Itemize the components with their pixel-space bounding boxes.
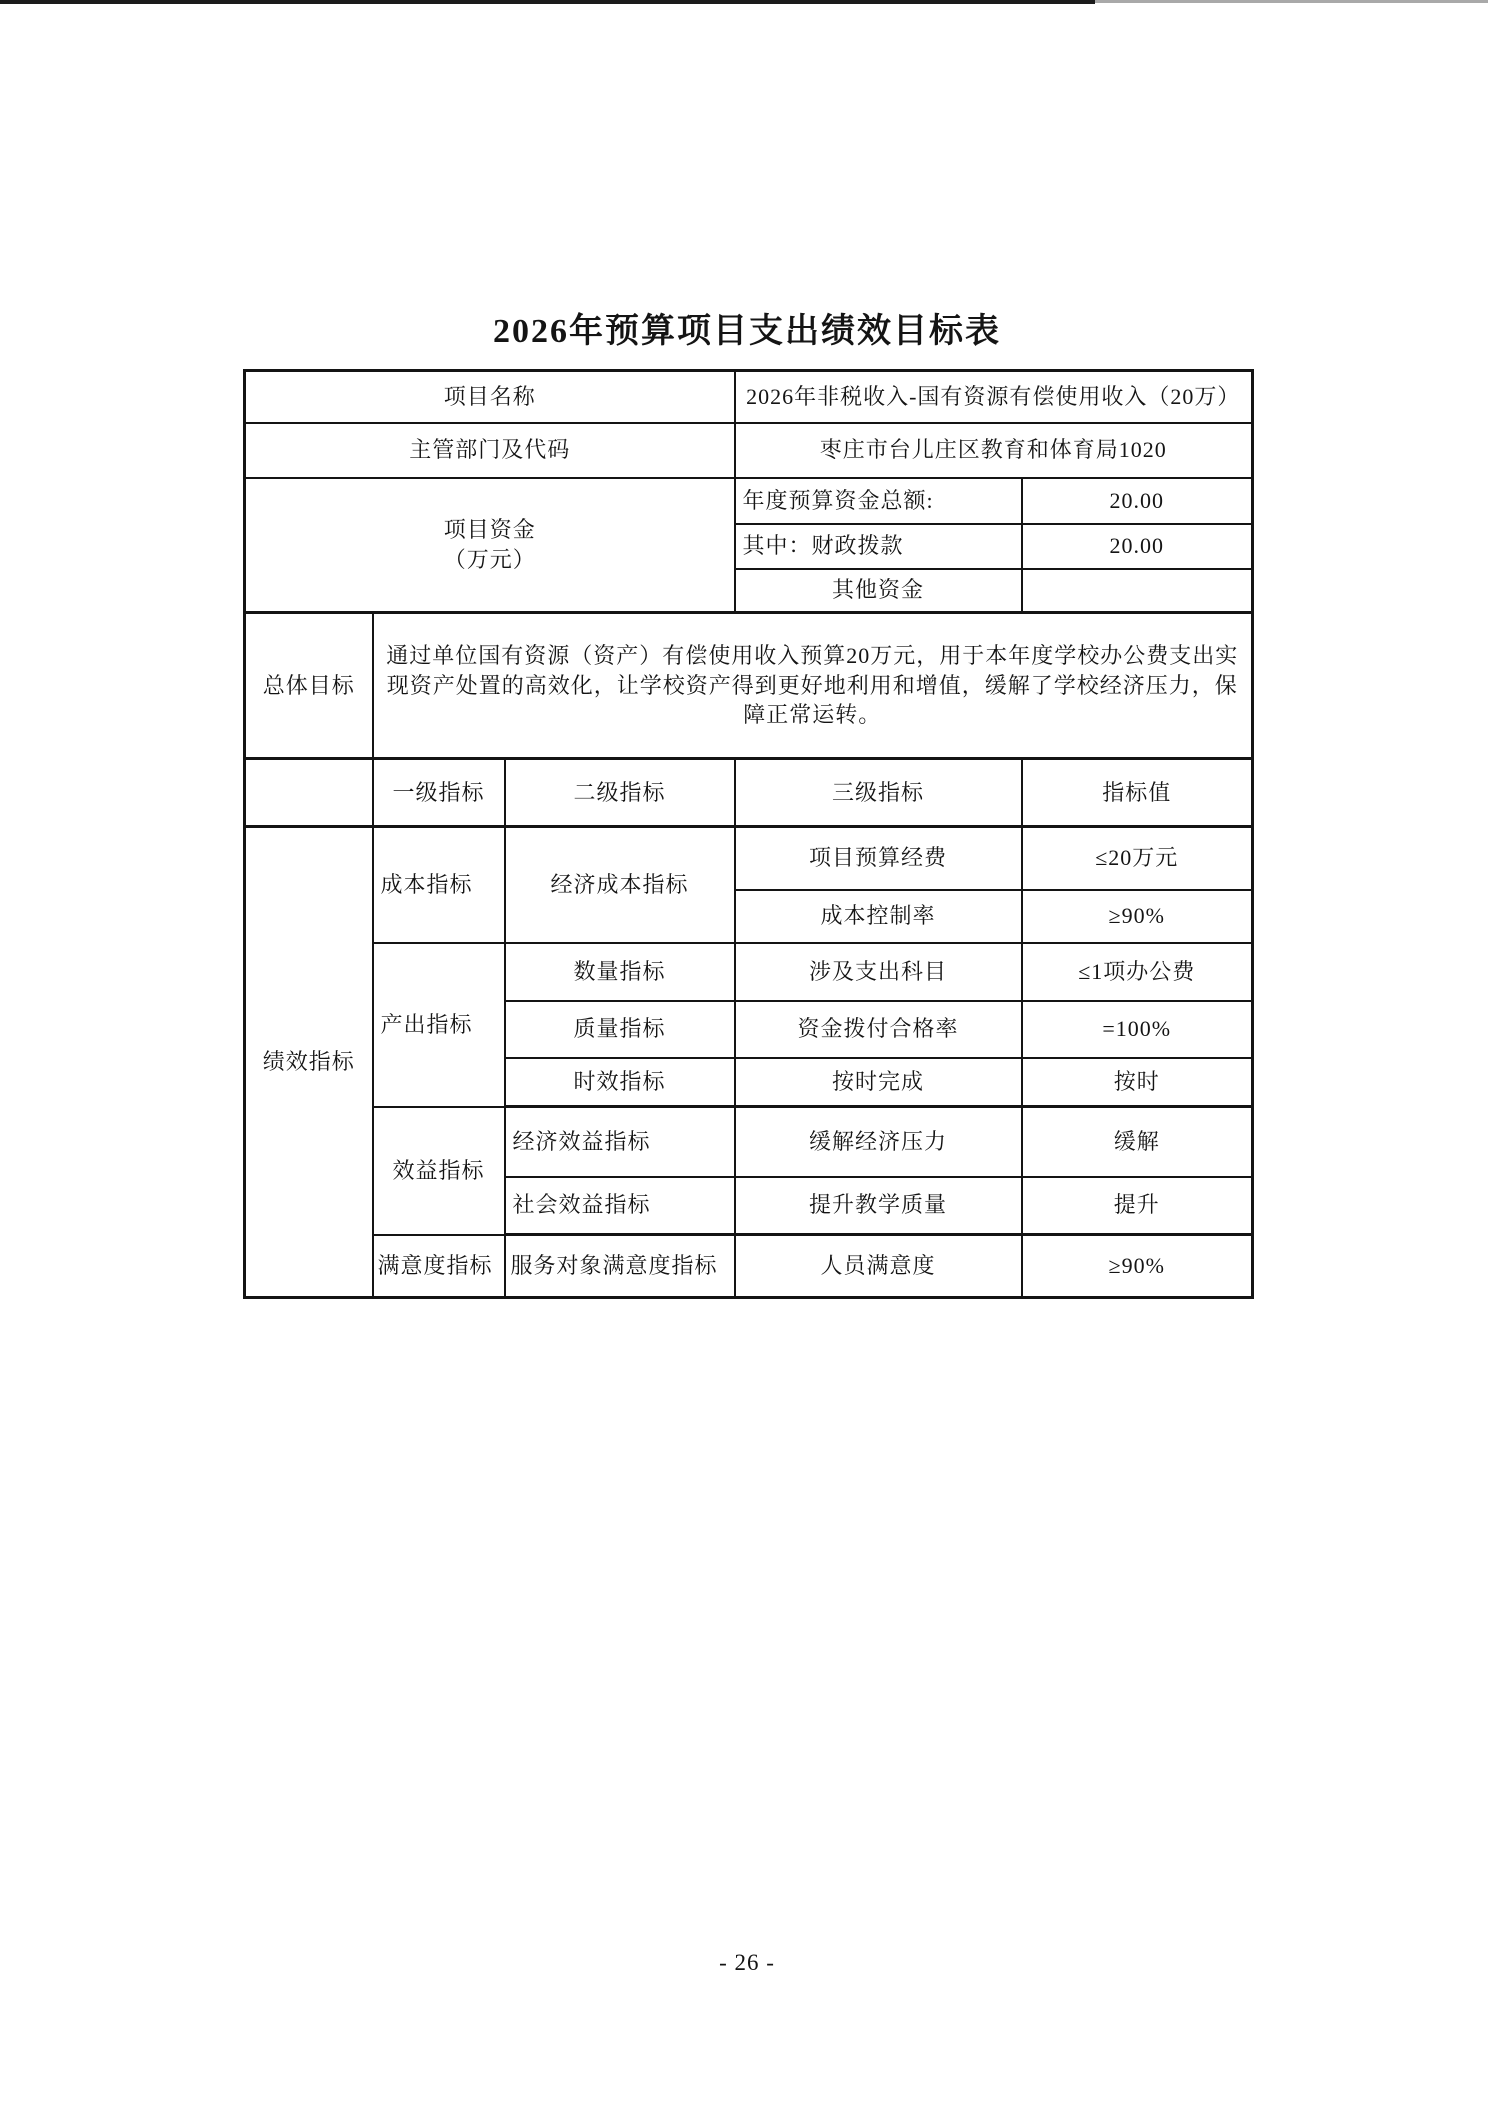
indicator-row-econ-benefit (245, 1107, 1253, 1177)
overall-goal-row (245, 613, 1253, 759)
funding-total-row (245, 478, 1253, 524)
indicator-value-cell: ≥90% (1022, 890, 1253, 943)
level3-cell: 涉及支出科目 (735, 943, 1022, 1001)
funding-label-line2: （万元） (443, 546, 536, 572)
page-title: 2026年预算项目支出绩效目标表 (493, 313, 1001, 350)
indicator-header-corner-cell (245, 759, 373, 827)
level3-cell: 成本控制率 (735, 890, 1022, 943)
indicator-header-level3-cell: 三级指标 (735, 759, 1022, 827)
level3-cell: 项目预算经费 (735, 827, 1022, 890)
funding-other-label-cell: 其他资金 (735, 569, 1022, 613)
funding-total-label-cell: 年度预算资金总额: (735, 478, 1022, 524)
scan-artifact-bar-light (1095, 0, 1488, 3)
indicator-header-level2-cell: 二级指标 (505, 759, 735, 827)
level3-cell: 缓解经济压力 (735, 1107, 1022, 1177)
performance-target-table (243, 369, 1254, 1299)
funding-fiscal-value-cell: 20.00 (1022, 524, 1253, 569)
project-name-row (245, 371, 1253, 423)
level1-benefit-cell: 效益指标 (373, 1107, 505, 1235)
indicator-row-quantity (245, 943, 1253, 1001)
department-label-cell: 主管部门及代码 (245, 423, 735, 478)
overall-goal-text-cell: 通过单位国有资源（资产）有偿使用收入预算20万元，用于本年度学校办公费支出实现资产处置的高效化，让学校资产得到更好地利用和增值，缓解了学校经济压力，保障正常运转。 (373, 613, 1253, 759)
level2-quality-cell: 质量指标 (505, 1001, 735, 1058)
level3-cell: 按时完成 (735, 1058, 1022, 1107)
level3-cell: 资金拨付合格率 (735, 1001, 1022, 1058)
level2-econ-cost-cell: 经济成本指标 (505, 827, 735, 943)
indicator-value-cell: ≥90% (1022, 1235, 1253, 1298)
funding-other-value-cell (1022, 569, 1253, 613)
indicator-header-row (245, 759, 1253, 827)
indicator-row-budget (245, 827, 1253, 890)
department-row (245, 423, 1253, 478)
level1-satisfaction-cell: 满意度指标 (373, 1235, 505, 1298)
funding-total-value-cell: 20.00 (1022, 478, 1253, 524)
project-name-label-cell: 项目名称 (245, 371, 735, 423)
funding-label-line1: 项目资金 (443, 517, 536, 543)
page-number: - 26 - (719, 1950, 775, 1975)
level3-cell: 人员满意度 (735, 1235, 1022, 1298)
performance-group-cell: 绩效指标 (245, 827, 373, 1298)
level2-econ-benefit-cell: 经济效益指标 (505, 1107, 735, 1177)
indicator-value-cell: ≤20万元 (1022, 827, 1253, 890)
funding-fiscal-label-cell: 其中：财政拨款 (735, 524, 1022, 569)
level3-cell: 提升教学质量 (735, 1177, 1022, 1235)
indicator-header-level1-cell: 一级指标 (373, 759, 505, 827)
funding-label-cell (245, 478, 735, 613)
indicator-value-cell: 按时 (1022, 1058, 1253, 1107)
indicator-value-cell: =100% (1022, 1001, 1253, 1058)
level2-timeliness-cell: 时效指标 (505, 1058, 735, 1107)
level2-quantity-cell: 数量指标 (505, 943, 735, 1001)
level1-cost-cell: 成本指标 (373, 827, 505, 943)
department-value-cell: 枣庄市台儿庄区教育和体育局1020 (735, 423, 1253, 478)
indicator-value-cell: 缓解 (1022, 1107, 1253, 1177)
scan-artifact-bar-dark (0, 0, 1095, 4)
level1-output-cell: 产出指标 (373, 943, 505, 1107)
indicator-row-satisfaction (245, 1235, 1253, 1298)
indicator-header-value-cell: 指标值 (1022, 759, 1253, 827)
level2-satisfaction-cell: 服务对象满意度指标 (505, 1235, 735, 1298)
indicator-value-cell: ≤1项办公费 (1022, 943, 1253, 1001)
level2-social-benefit-cell: 社会效益指标 (505, 1177, 735, 1235)
indicator-value-cell: 提升 (1022, 1177, 1253, 1235)
overall-goal-label-cell: 总体目标 (245, 613, 373, 759)
project-name-value-cell: 2026年非税收入-国有资源有偿使用收入（20万） (735, 371, 1253, 423)
